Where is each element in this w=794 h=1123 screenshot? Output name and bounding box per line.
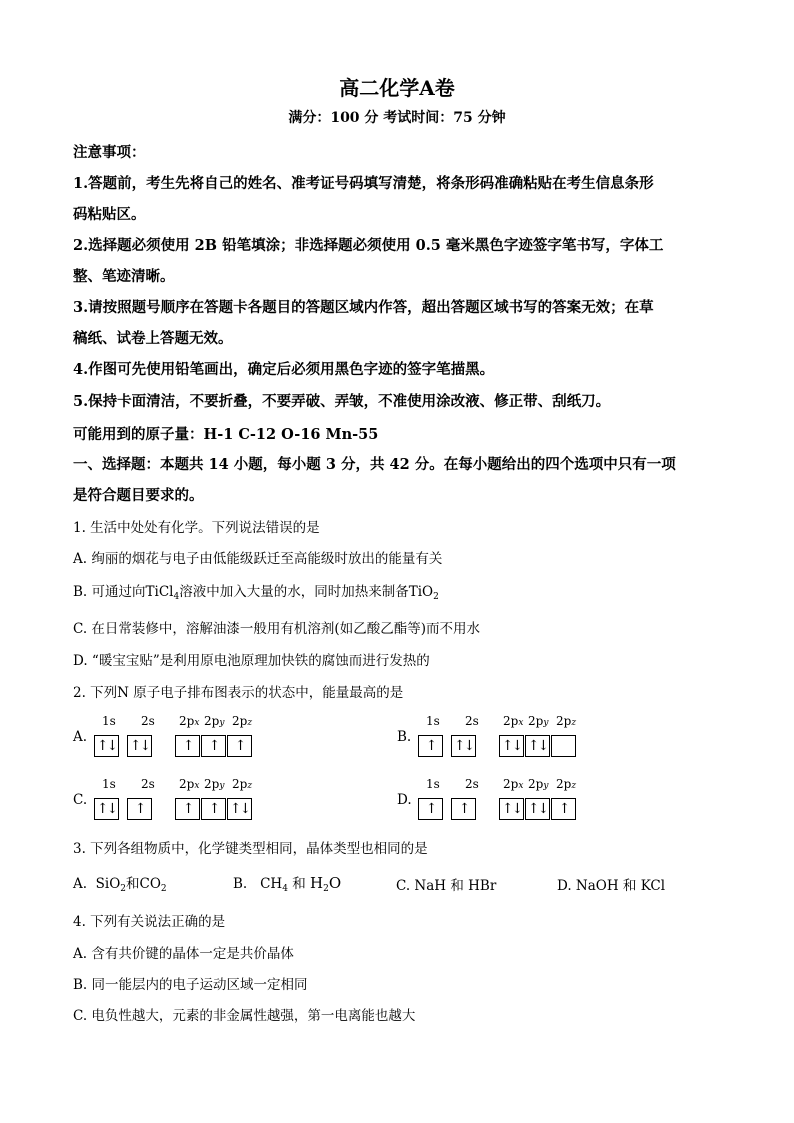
orbital-label: 2s	[465, 777, 479, 791]
formula-h2o: $H_2O$	[310, 874, 342, 894]
orbital-box: ↑	[175, 798, 200, 820]
orbital-label: 2py	[528, 777, 549, 791]
question-3-stem: 3. 下列各组物质中，化学键类型相同，晶体类型也相同的是	[73, 841, 428, 857]
orbital-box: ↑↓	[94, 735, 119, 757]
question-1-stem: 1. 生活中处处有化学。下列说法错误的是	[73, 520, 320, 536]
orbital-label: 2pz	[232, 714, 253, 728]
orbital-box	[551, 735, 576, 757]
orbital-label: 2s	[465, 714, 479, 728]
question-1-option-d: D. “暖宝宝贴”是利用原电池原理加快铁的腐蚀而进行发热的	[73, 653, 430, 669]
formula-ch4: $CH_4$	[260, 876, 288, 894]
orbital-label: 2py	[204, 777, 225, 791]
question-1-option-b	[73, 580, 439, 602]
orbital-box: ↑	[551, 798, 576, 820]
orbital-box: ↑	[227, 735, 252, 757]
question-3-option-c: C. NaH 和 HBr	[396, 878, 497, 894]
notes-line: 整、笔迹清晰。	[73, 268, 175, 285]
orbital-label: 2s	[141, 714, 155, 728]
orbital-box: ↑↓	[499, 735, 524, 757]
orbital-box: ↑↓	[525, 735, 550, 757]
orbital-option-label: C.	[73, 792, 88, 808]
notes-line: 码粘贴区。	[73, 206, 146, 223]
orbital-box: ↑	[201, 735, 226, 757]
orbital-label: 2px	[179, 777, 200, 791]
question-4-stem: 4. 下列有关说法正确的是	[73, 914, 226, 930]
orbital-label: 2px	[179, 714, 200, 728]
orbital-label: 2s	[141, 777, 155, 791]
formula-tio2: TiO$_2$	[408, 584, 439, 602]
orbital-label: 2pz	[556, 714, 577, 728]
question-4-option-a: A. 含有共价键的晶体一定是共价晶体	[73, 946, 294, 962]
section-heading: 是符合题目要求的。	[73, 487, 204, 504]
orbital-option-label: D.	[397, 792, 412, 808]
orbital-box: ↑	[418, 798, 443, 820]
notes-line: 稿纸、试卷上答题无效。	[73, 330, 233, 347]
orbital-label: 1s	[102, 777, 116, 791]
exam-title: 高二化学A卷	[339, 76, 455, 100]
orbital-label: 2px	[503, 777, 524, 791]
question-3-option-b: B. $CH_4$ 和 $H_2O$	[233, 874, 342, 894]
notes-line: 2.选择题必须使用 2B 铅笔填涂；非选择题必须使用 0.5 毫米黑色字迹签字笔书写，字体工	[73, 237, 664, 254]
orbital-box: ↑↓	[499, 798, 524, 820]
notes-line: 5.保持卡面清洁，不要折叠，不要弄破、弄皱，不准使用涂改液、修正带、刮纸刀。	[73, 393, 611, 410]
question-4-option-b: B. 同一能层内的电子运动区域一定相同	[73, 977, 308, 993]
orbital-box: ↑↓	[127, 735, 152, 757]
notes-line: 1.答题前，考生先将自己的姓名、准考证号码填写清楚，将条形码准确粘贴在考生信息条形	[73, 175, 654, 192]
orbital-label: 1s	[426, 777, 440, 791]
orbital-label: 2py	[528, 714, 549, 728]
section-heading: 一、选择题：本题共 14 小题，每小题 3 分，共 42 分。在每小题给出的四个选项中只有一项	[73, 456, 676, 473]
orbital-label: 1s	[426, 714, 440, 728]
question-4-option-c: C. 电负性越大，元素的非金属性越强，第一电离能也越大	[73, 1008, 416, 1024]
question-1-option-a: A. 绚丽的烟花与电子由低能级跃迁至高能级时放出的能量有关	[73, 551, 443, 567]
formula-ticl4: TiCl$_4$	[145, 584, 180, 602]
option-text: B. 可通过向	[73, 584, 146, 600]
formula-sio2: SiO$_2$	[95, 876, 127, 894]
orbital-box: ↑	[418, 735, 443, 757]
notes-heading: 注意事项：	[73, 144, 146, 161]
orbital-box: ↑↓	[227, 798, 252, 820]
orbital-box: ↑	[127, 798, 152, 820]
orbital-label: 2pz	[556, 777, 577, 791]
orbital-label: 2py	[204, 714, 225, 728]
formula-co2: $CO_2$	[139, 876, 167, 894]
atomic-masses: 可能用到的原子量：H-1 C-12 O-16 Mn-55	[73, 426, 379, 443]
question-2-stem: 2. 下列N 原子电子排布图表示的状态中，能量最高的是	[73, 685, 404, 701]
orbital-box: ↑	[451, 798, 476, 820]
orbital-label: 2pz	[232, 777, 253, 791]
notes-line: 4.作图可先使用铅笔画出，确定后必须用黑色字迹的签字笔描黑。	[73, 361, 495, 378]
orbital-box: ↑↓	[451, 735, 476, 757]
orbital-option-label: B.	[397, 729, 412, 745]
notes-line: 3.请按照题号顺序在答题卡各题目的答题区域内作答，超出答题区域书写的答案无效；在草	[73, 299, 654, 316]
exam-subtitle: 满分：100 分 考试时间：75 分钟	[288, 110, 506, 126]
orbital-label: 2px	[503, 714, 524, 728]
orbital-box: ↑↓	[94, 798, 119, 820]
orbital-box: ↑	[201, 798, 226, 820]
orbital-option-label: A.	[73, 729, 88, 745]
orbital-box: ↑	[175, 735, 200, 757]
orbital-label: 1s	[102, 714, 116, 728]
question-1-option-c: C. 在日常装修中，溶解油漆一般用有机溶剂(如乙酸乙酯等)而不用水	[73, 621, 480, 637]
option-text: 溶液中加入大量的水，同时加热来制备	[179, 584, 409, 600]
question-3-option-a: A. SiO$_2$和$CO_2$	[73, 876, 167, 894]
question-3-option-d: D. NaOH 和 KCl	[557, 878, 666, 894]
orbital-box: ↑↓	[525, 798, 550, 820]
